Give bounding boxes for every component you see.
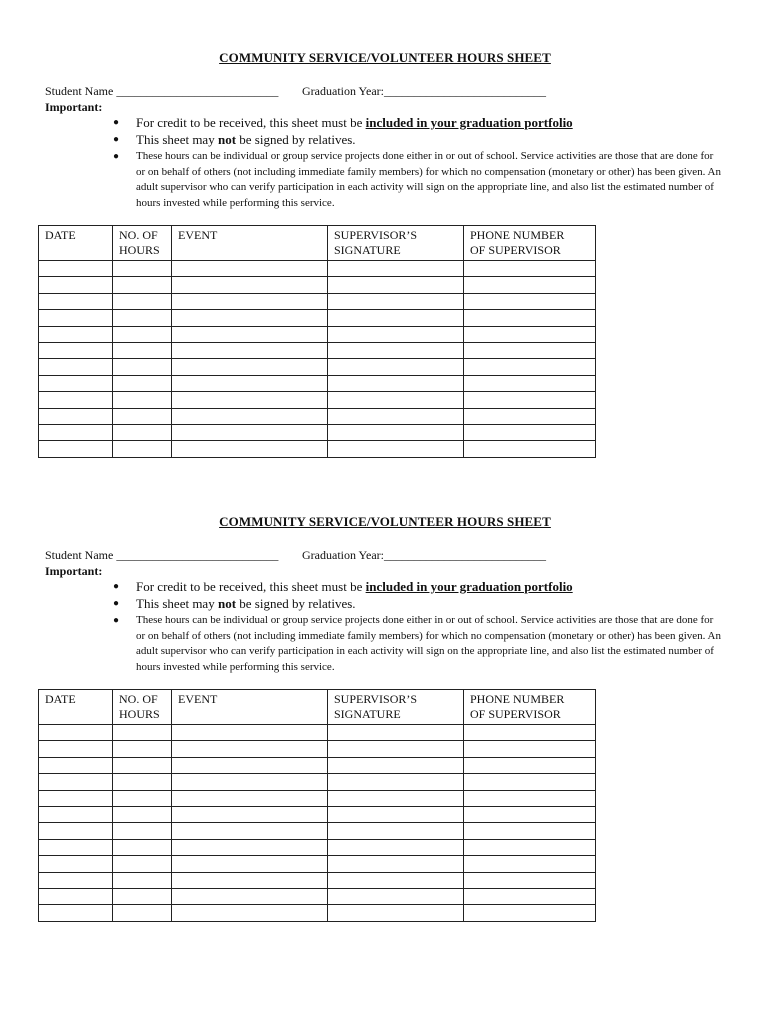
date-cell[interactable]	[39, 774, 113, 790]
hours-cell[interactable]	[113, 823, 172, 839]
phone-cell[interactable]	[464, 856, 596, 872]
event-cell[interactable]	[172, 790, 328, 806]
instruction-relatives-prefix: This sheet may	[136, 596, 218, 611]
instruction-service-text: These hours can be individual or group service projects done either in or out of school. Service activities are those that are done for or on behalf of others (not including immediate family members) for which no compensation (monetary or other) has been given. An adult supervisor who can verify participation in each activity will sign on the appropriate line, and also list the estimated number of hours invested while performing this service.	[136, 614, 721, 673]
table-row	[39, 342, 596, 358]
col-date: DATE	[39, 690, 113, 725]
signature-cell[interactable]	[328, 375, 464, 391]
instruction-credit-text: For credit to be received, this sheet must be	[136, 579, 366, 594]
event-cell[interactable]	[172, 392, 328, 408]
phone-cell[interactable]	[464, 839, 596, 855]
hours-cell[interactable]	[113, 359, 172, 375]
instruction-relatives-prefix: This sheet may	[136, 132, 218, 147]
col-signature: SUPERVISOR’S SIGNATURE	[328, 226, 464, 261]
phone-cell[interactable]	[464, 342, 596, 358]
signature-cell[interactable]	[328, 310, 464, 326]
col-phone: PHONE NUMBER OF SUPERVISOR	[464, 690, 596, 725]
event-cell[interactable]	[172, 261, 328, 277]
table-row	[39, 277, 596, 293]
table-row	[39, 441, 596, 457]
signature-cell[interactable]	[328, 888, 464, 904]
hours-cell[interactable]	[113, 277, 172, 293]
table-row	[39, 872, 596, 888]
event-cell[interactable]	[172, 424, 328, 440]
hours-cell[interactable]	[113, 839, 172, 855]
instructions-list	[113, 578, 723, 675]
phone-cell[interactable]	[464, 392, 596, 408]
hours-cell[interactable]	[113, 261, 172, 277]
bullet-icon: ●	[113, 151, 120, 162]
phone-cell[interactable]	[464, 261, 596, 277]
instruction-service	[113, 149, 723, 211]
date-cell[interactable]	[39, 392, 113, 408]
phone-cell[interactable]	[464, 888, 596, 904]
date-cell[interactable]	[39, 261, 113, 277]
hours-cell[interactable]	[113, 806, 172, 822]
hours-cell[interactable]	[113, 774, 172, 790]
table-row	[39, 725, 596, 741]
table-row	[39, 839, 596, 855]
event-cell[interactable]	[172, 277, 328, 293]
col-event: EVENT	[172, 226, 328, 261]
date-cell[interactable]	[39, 856, 113, 872]
date-cell[interactable]	[39, 839, 113, 855]
hours-cell[interactable]	[113, 293, 172, 309]
instruction-credit	[113, 578, 723, 595]
sheet-title: COMMUNITY SERVICE/VOLUNTEER HOURS SHEET	[219, 514, 551, 529]
signature-cell[interactable]	[328, 277, 464, 293]
sheet-title: COMMUNITY SERVICE/VOLUNTEER HOURS SHEET	[219, 50, 551, 65]
hours-cell[interactable]	[113, 888, 172, 904]
event-cell[interactable]	[172, 856, 328, 872]
bullet-icon: ●	[113, 117, 120, 128]
date-cell[interactable]	[39, 757, 113, 773]
bullet-icon: ●	[113, 615, 120, 626]
col-event: EVENT	[172, 690, 328, 725]
table-header-row	[39, 226, 596, 261]
signature-cell[interactable]	[328, 757, 464, 773]
date-cell[interactable]	[39, 806, 113, 822]
phone-cell[interactable]	[464, 757, 596, 773]
instruction-credit	[113, 114, 723, 131]
signature-cell[interactable]	[328, 790, 464, 806]
date-cell[interactable]	[39, 408, 113, 424]
hours-cell[interactable]	[113, 856, 172, 872]
signature-cell[interactable]	[328, 293, 464, 309]
hours-table	[38, 689, 596, 922]
instruction-relatives	[113, 131, 723, 148]
col-date: DATE	[39, 226, 113, 261]
event-cell[interactable]	[172, 905, 328, 921]
phone-cell[interactable]	[464, 408, 596, 424]
graduation-year-field[interactable]: Graduation Year:___________________________	[302, 84, 546, 98]
table-row	[39, 293, 596, 309]
important-label: Important:	[45, 564, 103, 578]
instruction-relatives	[113, 595, 723, 612]
date-cell[interactable]	[39, 905, 113, 921]
hours-table	[38, 225, 596, 458]
phone-cell[interactable]	[464, 441, 596, 457]
table-row	[39, 905, 596, 921]
phone-cell[interactable]	[464, 790, 596, 806]
hours-cell[interactable]	[113, 310, 172, 326]
phone-cell[interactable]	[464, 359, 596, 375]
date-cell[interactable]	[39, 310, 113, 326]
signature-cell[interactable]	[328, 806, 464, 822]
date-cell[interactable]	[39, 888, 113, 904]
table-row	[39, 888, 596, 904]
date-cell[interactable]	[39, 823, 113, 839]
instruction-service	[113, 613, 723, 675]
date-cell[interactable]	[39, 326, 113, 342]
instruction-credit-text: For credit to be received, this sheet must be	[136, 115, 366, 130]
event-cell[interactable]	[172, 310, 328, 326]
signature-cell[interactable]	[328, 774, 464, 790]
table-header-row	[39, 690, 596, 725]
event-cell[interactable]	[172, 888, 328, 904]
table-row	[39, 856, 596, 872]
event-cell[interactable]	[172, 806, 328, 822]
not-emphasis: not	[217, 596, 237, 611]
signature-cell[interactable]	[328, 856, 464, 872]
col-signature: SUPERVISOR’S SIGNATURE	[328, 690, 464, 725]
signature-cell[interactable]	[328, 261, 464, 277]
phone-cell[interactable]	[464, 277, 596, 293]
table-row	[39, 375, 596, 391]
phone-cell[interactable]	[464, 872, 596, 888]
table-row	[39, 741, 596, 757]
important-label: Important:	[45, 100, 103, 114]
date-cell[interactable]	[39, 741, 113, 757]
col-hours: NO. OF HOURS	[113, 226, 172, 261]
portfolio-emphasis: included in your graduation portfolio	[365, 115, 573, 130]
hours-cell[interactable]	[113, 392, 172, 408]
hours-cell[interactable]	[113, 725, 172, 741]
date-cell[interactable]	[39, 725, 113, 741]
event-cell[interactable]	[172, 839, 328, 855]
instruction-relatives-suffix: be signed by relatives.	[236, 132, 356, 147]
instruction-relatives-suffix: be signed by relatives.	[236, 596, 356, 611]
col-phone: PHONE NUMBER OF SUPERVISOR	[464, 226, 596, 261]
date-cell[interactable]	[39, 424, 113, 440]
date-cell[interactable]	[39, 277, 113, 293]
event-cell[interactable]	[172, 757, 328, 773]
bullet-icon: ●	[113, 598, 120, 609]
event-cell[interactable]	[172, 441, 328, 457]
hours-cell[interactable]	[113, 872, 172, 888]
event-cell[interactable]	[172, 823, 328, 839]
event-cell[interactable]	[172, 725, 328, 741]
signature-cell[interactable]	[328, 408, 464, 424]
signature-cell[interactable]	[328, 905, 464, 921]
signature-cell[interactable]	[328, 424, 464, 440]
phone-cell[interactable]	[464, 725, 596, 741]
phone-cell[interactable]	[464, 375, 596, 391]
phone-cell[interactable]	[464, 741, 596, 757]
signature-cell[interactable]	[328, 392, 464, 408]
table-row	[39, 806, 596, 822]
date-cell[interactable]	[39, 375, 113, 391]
hours-cell[interactable]	[113, 790, 172, 806]
graduation-year-field[interactable]: Graduation Year:___________________________	[302, 548, 546, 562]
date-cell[interactable]	[39, 790, 113, 806]
hours-cell[interactable]	[113, 441, 172, 457]
hours-cell[interactable]	[113, 326, 172, 342]
date-cell[interactable]	[39, 342, 113, 358]
signature-cell[interactable]	[328, 725, 464, 741]
signature-cell[interactable]	[328, 326, 464, 342]
phone-cell[interactable]	[464, 806, 596, 822]
signature-cell[interactable]	[328, 441, 464, 457]
table-row	[39, 408, 596, 424]
table-row	[39, 326, 596, 342]
table-row	[39, 757, 596, 773]
table-row	[39, 774, 596, 790]
signature-cell[interactable]	[328, 359, 464, 375]
date-cell[interactable]	[39, 293, 113, 309]
instruction-service-text: These hours can be individual or group service projects done either in or out of school. Service activities are those that are done for or on behalf of others (not including immediate family members) for which no compensation (monetary or other) has been given. An adult supervisor who can verify participation in each activity will sign on the appropriate line, and also list the estimated number of hours invested while performing this service.	[136, 150, 721, 209]
phone-cell[interactable]	[464, 293, 596, 309]
event-cell[interactable]	[172, 375, 328, 391]
event-cell[interactable]	[172, 774, 328, 790]
table-row	[39, 424, 596, 440]
hours-cell[interactable]	[113, 741, 172, 757]
signature-cell[interactable]	[328, 823, 464, 839]
hours-cell[interactable]	[113, 905, 172, 921]
table-row	[39, 359, 596, 375]
date-cell[interactable]	[39, 872, 113, 888]
date-cell[interactable]	[39, 441, 113, 457]
instructions-list	[113, 114, 723, 211]
event-cell[interactable]	[172, 872, 328, 888]
date-cell[interactable]	[39, 359, 113, 375]
bullet-icon: ●	[113, 581, 120, 592]
table-row	[39, 790, 596, 806]
event-cell[interactable]	[172, 408, 328, 424]
event-cell[interactable]	[172, 293, 328, 309]
table-row	[39, 392, 596, 408]
portfolio-emphasis: included in your graduation portfolio	[365, 579, 573, 594]
signature-cell[interactable]	[328, 839, 464, 855]
hours-cell[interactable]	[113, 424, 172, 440]
hours-cell[interactable]	[113, 375, 172, 391]
hours-cell[interactable]	[113, 342, 172, 358]
phone-cell[interactable]	[464, 823, 596, 839]
student-name-field[interactable]: Student Name ___________________________	[45, 548, 279, 562]
phone-cell[interactable]	[464, 310, 596, 326]
phone-cell[interactable]	[464, 905, 596, 921]
not-emphasis: not	[217, 132, 237, 147]
bullet-icon: ●	[113, 134, 120, 145]
signature-cell[interactable]	[328, 342, 464, 358]
table-row	[39, 261, 596, 277]
col-hours: NO. OF HOURS	[113, 690, 172, 725]
event-cell[interactable]	[172, 359, 328, 375]
table-row	[39, 823, 596, 839]
table-row	[39, 310, 596, 326]
signature-cell[interactable]	[328, 741, 464, 757]
hours-cell[interactable]	[113, 408, 172, 424]
phone-cell[interactable]	[464, 326, 596, 342]
signature-cell[interactable]	[328, 872, 464, 888]
phone-cell[interactable]	[464, 424, 596, 440]
event-cell[interactable]	[172, 326, 328, 342]
event-cell[interactable]	[172, 741, 328, 757]
phone-cell[interactable]	[464, 774, 596, 790]
student-name-field[interactable]: Student Name ___________________________	[45, 84, 279, 98]
hours-cell[interactable]	[113, 757, 172, 773]
event-cell[interactable]	[172, 342, 328, 358]
